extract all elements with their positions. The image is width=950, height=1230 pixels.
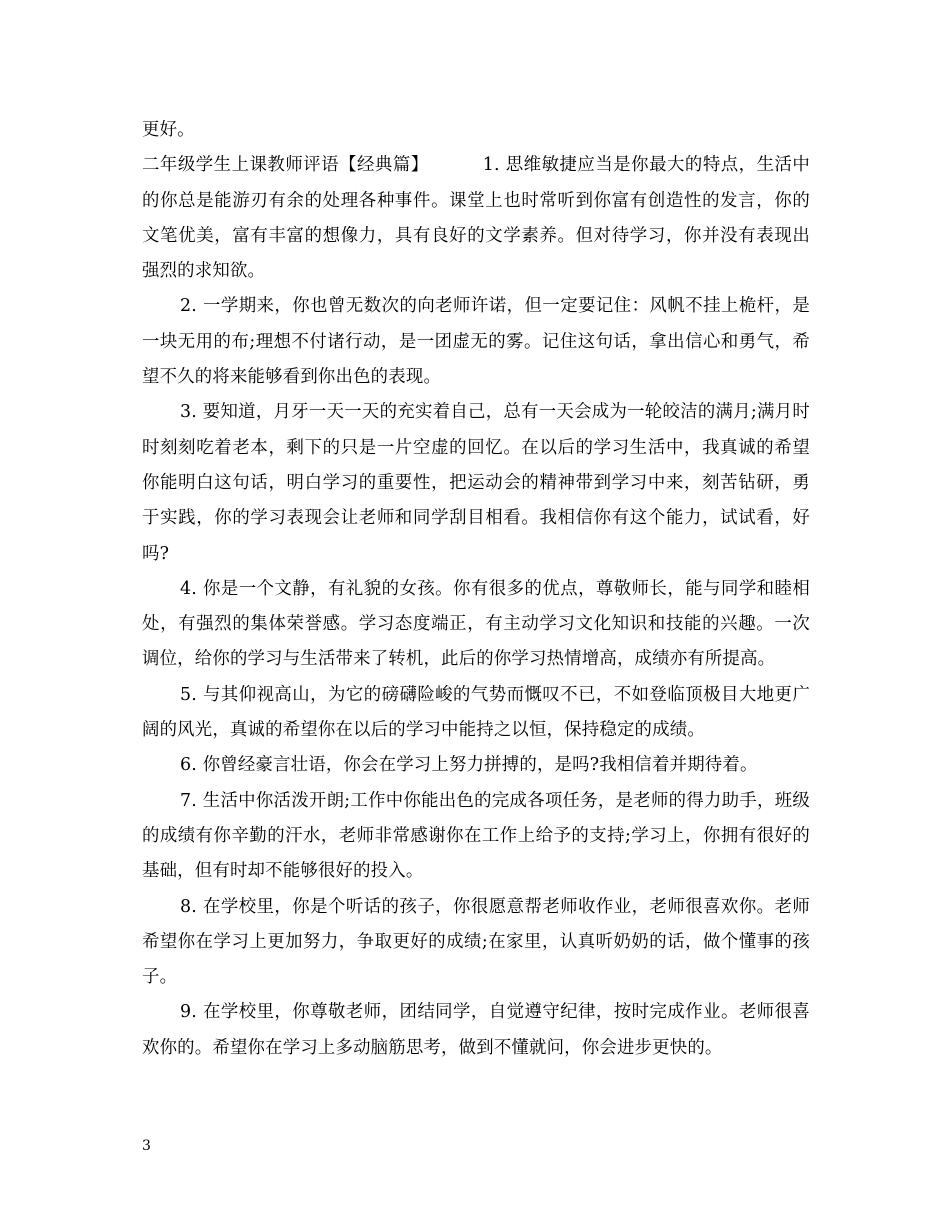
lead-line: 更好。 <box>142 120 195 140</box>
paragraph-4: 4. 你是一个文静，有礼貌的女孩。你有很多的优点，尊敬师长，能与同学和睦相处，有强烈的集体荣誉感。学习态度端正，有主动学习文化知识和技能的兴趣。一次调位，给你的学习与生活带来了转机，此后的你学习热情增高，成绩亦有所提高。 <box>142 578 810 670</box>
paragraph-6: 6. 你曾经豪言壮语，你会在学习上努力拼搏的，是吗?我相信着并期待着。 <box>180 755 758 776</box>
paragraph-3: 3. 要知道，月牙一天一天的充实着自己，总有一天会成为一轮皎洁的满月;满月时时刻刻吃着老本，剩下的只是一片空虚的回忆。在以后的学习生活中，我真诚的希望你能明白这句话，明白学习的重要性，把运动会的精神带到学习中来，刻苦钻研，勇于实践，你的学习表现会让老师和同学刮目相看。我相信你有这个能力，试试看，好吗? <box>142 402 810 564</box>
document-body <box>142 113 810 1066</box>
paragraph-2: 2. 一学期来，你也曾无数次的向老师许诺，但一定要记住：风帆不挂上桅杆，是一块无用的布;理想不付诸行动，是一团虚无的雾。记住这句话，拿出信心和勇气，希望不久的将来能够看到你出色的表现。 <box>142 296 810 388</box>
section-title: 二年级学生上课教师评语【经典篇】 <box>142 155 429 176</box>
paragraph-7: 7. 生活中你活泼开朗;工作中你能出色的完成各项任务，是老师的得力助手，班级的成绩有你辛勤的汗水，老师非常感谢你在工作上给予的支持;学习上，你拥有很好的基础，但有时却不能够很好的投入。 <box>142 790 810 882</box>
paragraph-5: 5. 与其仰视高山，为它的磅礴险峻的气势而慨叹不已，不如登临顶极目大地更广阔的风光，真诚的希望你在以后的学习中能持之以恒，保持稳定的成绩。 <box>142 684 810 741</box>
section-first-paragraph <box>142 148 810 289</box>
page-number: 3 <box>142 1138 151 1154</box>
paragraph-8: 8. 在学校里，你是个听话的孩子，你很愿意帮老师收作业，老师很喜欢你。老师希望你在学习上更加努力，争取更好的成绩;在家里，认真听奶奶的话，做个懂事的孩子。 <box>142 896 810 988</box>
paragraph-1: 1. 思维敏捷应当是你最大的特点，生活中的你总是能游刃有余的处理各种事件。课堂上也时常听到你富有创造性的发言，你的文笔优美，富有丰富的想像力，具有良好的文学素养。但对待学习，你并没有表现出强烈的求知欲。 <box>142 155 811 282</box>
paragraph-9: 9. 在学校里，你尊敬老师，团结同学，自觉遵守纪律，按时完成作业。老师很喜欢你的。希望你在学习上多动脑筋思考，做到不懂就问，你会进步更快的。 <box>142 1002 810 1058</box>
